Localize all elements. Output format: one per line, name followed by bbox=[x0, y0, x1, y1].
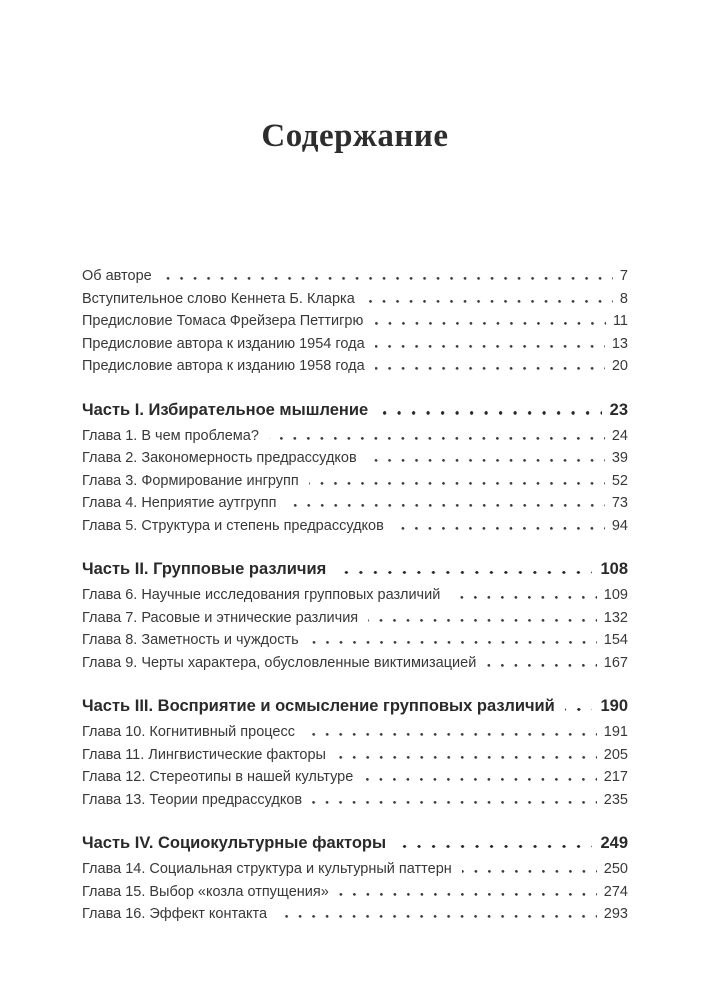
part-header-label: Часть I. Избирательное мышление bbox=[82, 400, 369, 419]
toc-entry bbox=[82, 268, 628, 291]
dot-leader bbox=[339, 893, 597, 896]
toc-entry-label: Об авторе bbox=[82, 268, 152, 284]
toc-entry-label: Предисловие автора к изданию 1958 года bbox=[82, 358, 365, 374]
dot-leader bbox=[378, 411, 601, 415]
toc-entry-page: 13 bbox=[611, 335, 628, 352]
part-header-label: Часть III. Восприятие и осмысление групповых различий bbox=[82, 697, 555, 715]
toc-entry bbox=[82, 336, 628, 359]
part-header-label: Часть IV. Социокультурные факторы bbox=[82, 834, 387, 852]
toc-entry bbox=[82, 518, 628, 541]
toc-entry-label: Глава 8. Заметность и чуждость bbox=[82, 632, 299, 648]
dot-leader bbox=[162, 277, 613, 280]
toc-entry-page: 132 bbox=[603, 609, 628, 626]
dot-leader bbox=[486, 664, 597, 667]
dot-leader bbox=[363, 778, 597, 781]
toc-entry-page: 73 bbox=[611, 495, 628, 511]
toc-entry bbox=[82, 632, 628, 655]
toc-entry-label: Глава 9. Черты характера, обусловленные виктимизацией bbox=[82, 654, 477, 671]
dot-leader bbox=[336, 756, 597, 759]
part-header-page: 249 bbox=[600, 834, 628, 852]
part-header-page: 23 bbox=[609, 400, 628, 419]
toc-entry-page: 24 bbox=[611, 427, 628, 444]
toc-entry-label: Глава 12. Стереотипы в нашей культуре bbox=[82, 769, 354, 785]
toc-entry-page: 109 bbox=[603, 587, 628, 603]
dot-leader bbox=[309, 482, 605, 485]
toc-entry bbox=[82, 769, 628, 792]
part-header-page: 108 bbox=[600, 560, 628, 578]
toc-entry-label: Глава 6. Научные исследования групповых различий bbox=[82, 587, 441, 603]
dot-leader bbox=[396, 845, 592, 849]
toc-entry-label: Глава 14. Социальная структура и культурный паттерн bbox=[82, 861, 452, 877]
dot-leader bbox=[375, 345, 605, 348]
dot-leader bbox=[450, 596, 596, 599]
dot-leader bbox=[365, 300, 613, 303]
dot-leader bbox=[367, 459, 605, 462]
toc-entry-page: 293 bbox=[603, 906, 628, 922]
toc-entry bbox=[82, 861, 628, 884]
toc-entry-label: Вступительное слово Кеннета Б. Кларка bbox=[82, 290, 355, 307]
toc-entry-page: 94 bbox=[611, 517, 628, 534]
toc-entry bbox=[82, 747, 628, 770]
toc-entry-label: Глава 2. Закономерность предрассудков bbox=[82, 450, 357, 466]
toc-entry-label: Глава 4. Неприятие аутгрупп bbox=[82, 495, 277, 511]
toc-entry-page: 7 bbox=[619, 268, 628, 284]
toc-entry-page: 235 bbox=[603, 791, 628, 808]
front-matter-list bbox=[82, 268, 628, 381]
toc-entry-label: Глава 11. Лингвистические факторы bbox=[82, 746, 326, 763]
dot-leader bbox=[287, 504, 605, 507]
toc-entry-label: Предисловие Томаса Фрейзера Петтигрю bbox=[82, 313, 364, 329]
toc-entry-page: 20 bbox=[611, 358, 628, 374]
toc-entry-label: Глава 1. В чем проблема? bbox=[82, 427, 259, 444]
dot-leader bbox=[309, 641, 597, 644]
dot-leader bbox=[565, 708, 593, 712]
toc-entry-label: Глава 16. Эффект контакта bbox=[82, 906, 268, 922]
dot-leader bbox=[336, 571, 592, 575]
toc-entry bbox=[82, 884, 628, 907]
toc-entry-page: 167 bbox=[603, 654, 628, 671]
toc-entry bbox=[82, 724, 628, 747]
toc-entry-page: 154 bbox=[603, 632, 628, 648]
toc-entry-page: 11 bbox=[612, 313, 628, 329]
toc-entry bbox=[82, 473, 628, 496]
part-header-page: 190 bbox=[600, 697, 628, 715]
dot-leader bbox=[312, 801, 597, 804]
part-header-label: Часть II. Групповые различия bbox=[82, 560, 327, 578]
toc-entry bbox=[82, 495, 628, 518]
toc-entry-label: Глава 7. Расовые и этнические различия bbox=[82, 609, 359, 626]
toc-entry-label: Глава 3. Формирование ингрупп bbox=[82, 472, 299, 489]
toc-entry bbox=[82, 792, 628, 815]
toc-entry bbox=[82, 587, 628, 610]
toc-entry-page: 205 bbox=[603, 746, 628, 763]
toc-entry-label: Глава 10. Когнитивный процесс bbox=[82, 724, 295, 740]
page-title: Содержание bbox=[261, 118, 449, 154]
toc-entry-page: 39 bbox=[611, 450, 628, 466]
toc-entry bbox=[82, 906, 628, 929]
toc-entry-label: Глава 15. Выбор «козла отпущения» bbox=[82, 883, 329, 900]
toc-entry-page: 8 bbox=[619, 290, 628, 307]
part-header bbox=[82, 401, 628, 428]
dot-leader bbox=[373, 322, 606, 325]
toc-part-2 bbox=[82, 560, 628, 677]
dot-leader bbox=[368, 619, 597, 622]
toc-entry-page: 191 bbox=[603, 724, 628, 740]
toc-entry bbox=[82, 655, 628, 678]
part-header bbox=[82, 560, 628, 587]
toc-entry-page: 274 bbox=[603, 883, 628, 900]
toc-entry-label: Предисловие автора к изданию 1954 года bbox=[82, 335, 365, 352]
toc-entry-page: 52 bbox=[611, 472, 628, 489]
toc-entry bbox=[82, 358, 628, 381]
toc-entry bbox=[82, 450, 628, 473]
dot-leader bbox=[375, 367, 605, 370]
toc-entry bbox=[82, 291, 628, 314]
toc-part-4 bbox=[82, 834, 628, 929]
part-header bbox=[82, 834, 628, 861]
part-header bbox=[82, 697, 628, 724]
dot-leader bbox=[394, 527, 605, 530]
toc-part-1 bbox=[82, 401, 628, 541]
dot-leader bbox=[269, 437, 605, 440]
toc-part-3 bbox=[82, 697, 628, 814]
toc-entry bbox=[82, 313, 628, 336]
toc-entry-page: 217 bbox=[603, 769, 628, 785]
dot-leader bbox=[462, 870, 597, 873]
toc-entry bbox=[82, 428, 628, 451]
toc-entry-label: Глава 13. Теории предрассудков bbox=[82, 791, 303, 808]
dot-leader bbox=[277, 915, 597, 918]
toc-entry-page: 250 bbox=[603, 861, 628, 877]
dot-leader bbox=[305, 733, 597, 736]
toc-entry bbox=[82, 610, 628, 633]
toc-entry-label: Глава 5. Структура и степень предрассудков bbox=[82, 517, 384, 534]
